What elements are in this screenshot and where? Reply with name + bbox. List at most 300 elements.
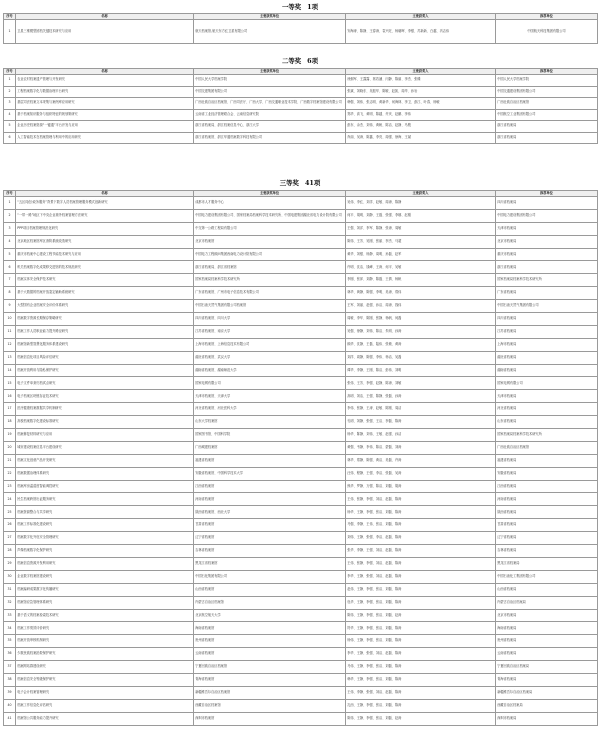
row-index: 34 — [4, 622, 16, 635]
award-units: 中国电力工程顾问集团西南电力设计院有限公司 — [194, 248, 346, 261]
award-units: 广西城建档案馆 — [194, 441, 346, 454]
award-units: 航天档案馆,航天东方红卫星有限公司 — [194, 20, 346, 44]
table-row — [4, 274, 598, 287]
award-people: 王伟、张静、李强、刘洁、赵磊、陈涛 — [346, 493, 496, 506]
row-index: 9 — [4, 300, 16, 313]
project-name: 档案工作标准化建设研究 — [16, 519, 194, 532]
recommending-unit: 国家档案局档案科学技术研究所 — [496, 429, 598, 442]
recommending-unit: 河南省档案局 — [496, 493, 598, 506]
project-name: 大型国有企业档案安全评价体系研究 — [16, 300, 194, 313]
project-name: 基于档案知识服务与组织特征的规划策研究 — [16, 109, 194, 121]
row-index: 6 — [4, 261, 16, 274]
recommending-unit: 江西省档案局 — [496, 480, 598, 493]
row-index: 5 — [4, 248, 16, 261]
table-row — [4, 557, 598, 570]
units-header: 主要获奖单位 — [194, 191, 346, 197]
recommending-unit: 中国电力建设集团有限公司 — [496, 209, 598, 222]
award-people: 刘洋、周静、陈强、李伟、杨洁、吴磊 — [346, 351, 496, 364]
award-units: 浙江省档案局、浙江省档案馆 — [194, 261, 346, 274]
award-units: 青海省档案馆 — [194, 673, 346, 686]
award-units: 浙江省档案局、浙江档案信息中心、浙江大学 — [194, 121, 346, 133]
award-units: 云南省工业经济管理联合会、云南信息研究院 — [194, 109, 346, 121]
people-header: 主要获奖人 — [346, 69, 496, 75]
award-units: 中国石化集团有限公司 — [194, 570, 346, 583]
table-row — [4, 222, 598, 235]
recommending-unit: 广东省档案局 — [496, 287, 598, 300]
award-people: 杨华、王静、李强、张洁、刘磊、陈涛 — [346, 506, 496, 519]
award-units: 国家档案局档案科学技术研究所 — [194, 274, 346, 287]
project-name: 电子文件单套归档试点研究 — [16, 377, 194, 390]
award-units: 北京航空航天大学 — [194, 609, 346, 622]
award-units: 湖南省档案馆、湖南师范大学 — [194, 364, 346, 377]
project-name: 档案编研成果数字化传播研究 — [16, 583, 194, 596]
award-people: 马伟、王静、李强、张洁、刘磊、陈涛 — [346, 661, 496, 674]
table-row — [4, 235, 598, 248]
project-name: 档案网站群建设研究 — [16, 661, 194, 674]
award-units: 江西省档案馆 — [194, 480, 346, 493]
award-units: 福建省档案馆 — [194, 454, 346, 467]
award-table-second — [3, 68, 598, 144]
award-people: 孔明、刘静、张强、王洁、李磊、陈涛 — [346, 416, 496, 429]
award-people: 刘伟、王静、张强、李洁、赵磊、陈涛 — [346, 532, 496, 545]
recommending-unit: 上海市档案局 — [496, 338, 598, 351]
section-count: 6项 — [307, 57, 318, 65]
recommending-unit: 天津市档案局 — [496, 390, 598, 403]
row-index: 39 — [4, 686, 16, 699]
row-index: 2 — [4, 209, 16, 222]
recommending-unit: 四川省档案局 — [496, 313, 598, 326]
table-row — [4, 545, 598, 558]
award-units: 内蒙古自治区档案馆 — [194, 596, 346, 609]
table-row — [4, 635, 598, 648]
table-row — [4, 209, 598, 222]
recommending-unit: 湖北省档案局 — [496, 351, 598, 364]
table-row — [4, 467, 598, 480]
award-people: 黄华、刘强、杨静、周明、孙磊、赵军 — [346, 248, 496, 261]
table-row — [4, 532, 598, 545]
project-name: 电子档案区块链存证技术研究 — [16, 390, 194, 403]
award-table-first — [3, 13, 598, 44]
project-name: 档案馆新型智慧化服务体系建设研究 — [16, 338, 194, 351]
project-name: 档案开放审核机制研究 — [16, 635, 194, 648]
project-name: 档案开放利用与隐私保护研究 — [16, 364, 194, 377]
recommender-header: 推荐单位 — [496, 69, 598, 75]
table-row — [4, 609, 598, 622]
project-name: 档案信息化项目风险评估研究 — [16, 351, 194, 364]
project-name: 少数民族档案抢救保护研究 — [16, 648, 194, 661]
award-people: 李华、王静、张强、刘洁、赵磊、陈涛 — [346, 648, 496, 661]
project-name: 北京地区档案馆库区消防系统改造研究 — [16, 235, 194, 248]
people-header: 主要获奖人 — [346, 191, 496, 197]
project-name: 重庆市档案中心建设工程节能技术研究与应用 — [16, 248, 194, 261]
table-row — [4, 390, 598, 403]
table-row — [4, 132, 598, 144]
recommending-unit: 山西省档案局 — [496, 583, 598, 596]
recommending-unit: 浙江省档案局 — [496, 132, 598, 144]
row-index: 32 — [4, 596, 16, 609]
recommending-unit: 海南省档案局 — [496, 622, 598, 635]
project-name: “五区同创·政务服务”背景下数字人员档案管理服务模式创新研究 — [16, 197, 194, 210]
award-people: 郑华、高飞、黄明、陈越、许庆、赵鹏、李伟 — [346, 109, 496, 121]
award-units: 西藏自治区档案馆 — [194, 699, 346, 712]
row-index: 41 — [4, 712, 16, 725]
award-people: 何平、胡明、刘静、王磊、张强、李娜、赵刚 — [346, 209, 496, 222]
award-people: 张伟、王芳、李强、赵静、陈涛、刘敏 — [346, 377, 496, 390]
award-people: 马强、李静、王伟、张洁、刘磊、陈涛 — [346, 519, 496, 532]
table-row — [4, 75, 598, 87]
table-row — [4, 441, 598, 454]
row-index: 11 — [4, 325, 16, 338]
project-name: 档案实体安全保护技术研究 — [16, 274, 194, 287]
award-units: 陕西省档案馆、西北大学 — [194, 506, 346, 519]
table-row — [4, 403, 598, 416]
award-units: 黑龙江省档案馆 — [194, 557, 346, 570]
recommending-unit: 广西壮族自治区档案馆 — [496, 98, 598, 110]
row-index: 18 — [4, 416, 16, 429]
recommending-unit: 贵州省档案局 — [496, 635, 598, 648]
award-people: 陈伟、王静、李强、张洁、刘磊、赵涛 — [346, 609, 496, 622]
award-people: 韩强、刘伟、张志明、黄新华、何海林、李卫、彭江、叶春、杨敏 — [346, 98, 496, 110]
project-name: 城市建设档案信息平台建设研究 — [16, 441, 194, 454]
row-index: 7 — [4, 274, 16, 287]
table-row — [4, 596, 598, 609]
award-units: 北京市档案馆 — [194, 235, 346, 248]
project-name: 企业历史档案资源“一键通”平台开发与应用 — [16, 121, 194, 133]
recommending-unit: 青海省档案局 — [496, 673, 598, 686]
project-name: 卫星三维模型团档关键技术研究与应用 — [16, 20, 194, 44]
section-title-second — [0, 57, 600, 65]
award-people: 谭华、李静、王刚、陈洁、彭伟、刘明 — [346, 364, 496, 377]
recommender-header: 推荐单位 — [496, 191, 598, 197]
section-title-label: 三等奖 — [279, 179, 299, 187]
row-index: 4 — [4, 235, 16, 248]
row-index: 13 — [4, 351, 16, 364]
row-index: 28 — [4, 545, 16, 558]
award-people: 陈伟、王芳、吴刚、张丽、李杰、马超 — [346, 235, 496, 248]
award-units: 安徽省档案馆、中国科学技术大学 — [194, 467, 346, 480]
award-people: 包华、王静、李强、张洁、刘磊、陈涛 — [346, 596, 496, 609]
row-index: 6 — [4, 132, 16, 144]
table-row — [4, 98, 598, 110]
award-units: 山东大学档案馆 — [194, 416, 346, 429]
award-people: 安海涛、陈静、王春涛、袁兴旺、杨朝晖、李强、苏新新、白越、冯志伟 — [346, 20, 496, 44]
name-header: 名称 — [16, 14, 194, 20]
award-people: 肖丽、吴涛、陈鑫、李亮、周强、徐海、王斌 — [346, 132, 496, 144]
table-row — [4, 377, 598, 390]
recommending-unit: 内蒙古自治区档案局 — [496, 596, 598, 609]
award-people: 韩华、王静、李强、张洁、刘磊、陈涛 — [346, 673, 496, 686]
award-units: 广东省档案馆、广州市电子信息技术有限公司 — [194, 287, 346, 300]
award-units: 贵州省档案馆 — [194, 635, 346, 648]
recommending-unit: 西藏自治区档案局 — [496, 699, 598, 712]
project-name: 档案工作绩效评价研究 — [16, 622, 194, 635]
award-people: 陈伟、王静、李强、张洁、刘磊、赵涛 — [346, 712, 496, 725]
project-name: 基于大数据的档案开放鉴定辅助系统研究 — [16, 287, 194, 300]
project-name: 档案资源整合与共享研究 — [16, 506, 194, 519]
award-people: 黄强、韦静、李伟、陈洁、蒙磊、刘涛 — [346, 441, 496, 454]
table-row — [4, 109, 598, 121]
table-row — [4, 506, 598, 519]
table-row — [4, 416, 598, 429]
award-units: 甘肃省档案馆 — [194, 519, 346, 532]
award-units: 河南省档案馆 — [194, 493, 346, 506]
award-people: 王伟、李静、张强、刘洁、赵磊、陈涛 — [346, 686, 496, 699]
recommending-unit: 中国石油天然气集团有限公司 — [496, 300, 598, 313]
row-index: 20 — [4, 441, 16, 454]
project-name: “一带一路”地区下中央企业境外档案管理方法研究 — [16, 209, 194, 222]
index-header: 序号 — [4, 191, 16, 197]
table-row — [4, 712, 598, 725]
row-index: 30 — [4, 570, 16, 583]
award-people: 吴强、徐静、刘伟、陈洁、朱明、孙涛 — [346, 325, 496, 338]
project-name: 档案信息资源开发利用研究 — [16, 557, 194, 570]
award-units: 江苏省档案馆、南京大学 — [194, 325, 346, 338]
project-name: 基于语义的档案检索技术研究 — [16, 609, 194, 622]
award-units: 海南省档案馆 — [194, 622, 346, 635]
recommending-unit: 北京市档案局 — [496, 609, 598, 622]
recommending-unit: 中国人民大学档案学院 — [496, 75, 598, 87]
project-name: 工程档案数字化与数据治理平台研究 — [16, 86, 194, 98]
recommending-unit: 安徽省档案局 — [496, 467, 598, 480]
row-index: 3 — [4, 222, 16, 235]
award-units: 河北省档案馆、河北医科大学 — [194, 403, 346, 416]
recommending-unit: 国家档案局档案科学技术研究所 — [496, 274, 598, 287]
award-people: 赵伟、王静、李强、张洁、刘磊、陈涛 — [346, 583, 496, 596]
project-name: 档案馆公共服务能力提升研究 — [16, 712, 194, 725]
project-name: 档案数字化外包安全管理研究 — [16, 532, 194, 545]
row-index: 4 — [4, 109, 16, 121]
recommending-unit: 黑龙江省档案局 — [496, 557, 598, 570]
recommending-unit: 广西壮族自治区档案馆 — [496, 441, 598, 454]
recommending-unit: 重庆市档案局 — [496, 248, 598, 261]
award-people: 王伟、张静、李强、刘洁、赵磊、陈涛 — [346, 557, 496, 570]
row-index: 1 — [4, 197, 16, 210]
table-row — [4, 86, 598, 98]
award-people: 高明、刘洁、王强、陈静、张磊、孙涛 — [346, 390, 496, 403]
row-index: 19 — [4, 429, 16, 442]
award-table-third — [3, 190, 598, 726]
row-index: 27 — [4, 532, 16, 545]
award-units: 山西省档案馆 — [194, 583, 346, 596]
table-row — [4, 673, 598, 686]
recommending-unit: 宁夏回族自治区档案局 — [496, 661, 598, 674]
recommending-unit: 云南省档案局 — [496, 648, 598, 661]
recommending-unit: 湖南省档案局 — [496, 364, 598, 377]
recommending-unit: 中国航空工业集团有限公司 — [496, 109, 598, 121]
row-index: 3 — [4, 98, 16, 110]
recommending-unit: 山东省档案局 — [496, 416, 598, 429]
table-row — [4, 570, 598, 583]
project-name: 人工智能技术在档案管理与利用中的应用研究 — [16, 132, 194, 144]
project-name: 档案修复材料研究与应用 — [16, 429, 194, 442]
table-row — [4, 686, 598, 699]
units-header: 主要获奖单位 — [194, 69, 346, 75]
project-name: 电子会计档案管理研究 — [16, 686, 194, 699]
table-row — [4, 325, 598, 338]
award-people: 李伟、张静、王涛、赵敏、陈刚、周洁 — [346, 403, 496, 416]
row-index: 22 — [4, 467, 16, 480]
project-name: 档案信息安全等级保护研究 — [16, 673, 194, 686]
recommending-unit: 深圳市档案局 — [496, 712, 598, 725]
recommending-unit: 中国石油化工集团有限公司 — [496, 570, 598, 583]
table-row — [4, 313, 598, 326]
award-people: 扎西、王静、李强、张洁、刘磊、陈涛 — [346, 699, 496, 712]
recommending-unit: 北京市档案局 — [496, 235, 598, 248]
project-name: 档案工作信息化评估研究 — [16, 699, 194, 712]
row-index: 23 — [4, 480, 16, 493]
table-row — [4, 493, 598, 506]
award-units: 中国电力建设集团有限公司、国家档案局档案科学技术研究所、中国电建集团湖北省电力设计院有限公司 — [194, 209, 346, 222]
award-units: 国家电网有限公司 — [194, 377, 346, 390]
award-people: 周敏、李华、陈刚、张静、杨帆、何磊 — [346, 313, 496, 326]
table-row — [4, 338, 598, 351]
row-index: 17 — [4, 403, 16, 416]
award-people: 杨华、陈静、刘伟、王敏、赵强、孙洁 — [346, 429, 496, 442]
recommending-unit: 甘肃省档案局 — [496, 519, 598, 532]
row-index: 31 — [4, 583, 16, 596]
recommending-unit: 浙江省档案局 — [496, 121, 598, 133]
award-units: 中交第一公路工程局有限公司 — [194, 222, 346, 235]
recommending-unit: 国家电网有限公司 — [496, 377, 598, 390]
project-name: 农业农村档案遗产管理与开发研究 — [16, 75, 194, 87]
project-name: 档案文化创意产品开发研究 — [16, 454, 194, 467]
row-index: 1 — [4, 75, 16, 87]
award-units: 新疆维吾尔自治区档案馆 — [194, 686, 346, 699]
award-units: 中国石油天然气集团有限公司档案馆 — [194, 300, 346, 313]
row-index: 1 — [4, 20, 16, 44]
row-index: 2 — [4, 86, 16, 98]
award-units: 中国交建集团有限公司 — [194, 86, 346, 98]
row-index: 16 — [4, 390, 16, 403]
table-row — [4, 648, 598, 661]
recommender-header: 推荐单位 — [496, 14, 598, 20]
award-units: 广西壮族自治区档案馆、广西司法厅、广西大学、广西交通职业技术学院、广西数字档案馆建设有限公司 — [194, 98, 346, 110]
award-people: 杨伟、王静、李强、张洁、刘磊、陈涛 — [346, 635, 496, 648]
award-people: 王军、刘丽、赵强、孙洁、周涛、钱伟 — [346, 300, 496, 313]
award-people: 许明、沈洁、钱峰、王涛、何平、吴敏 — [346, 261, 496, 274]
row-index: 8 — [4, 287, 16, 300]
table-row — [4, 121, 598, 133]
row-index: 10 — [4, 313, 16, 326]
row-index: 33 — [4, 609, 16, 622]
table-row — [4, 248, 598, 261]
table-row — [4, 699, 598, 712]
people-header: 主要获奖人 — [346, 14, 496, 20]
award-units: 云南省档案馆 — [194, 648, 346, 661]
row-index: 25 — [4, 506, 16, 519]
award-people: 张华、李静、王强、刘洁、赵磊、陈涛 — [346, 545, 496, 558]
table-row — [4, 197, 598, 210]
table-row — [4, 364, 598, 377]
award-units: 宁夏回族自治区档案馆 — [194, 661, 346, 674]
table-row — [4, 622, 598, 635]
award-people: 林华、郑静、陈强、黄洁、吴磊、许涛 — [346, 454, 496, 467]
table-row — [4, 429, 598, 442]
award-units: 四川省档案馆、四川大学 — [194, 313, 346, 326]
recommending-unit: 辽宁省档案局 — [496, 532, 598, 545]
section-count: 41项 — [304, 179, 321, 187]
units-header: 主要获奖单位 — [194, 14, 346, 20]
award-units: 湖北省档案馆、武汉大学 — [194, 351, 346, 364]
row-index: 5 — [4, 121, 16, 133]
table-row — [4, 261, 598, 274]
recommending-unit: 江苏省档案局 — [496, 325, 598, 338]
award-people: 符华、王静、李强、张洁、刘磊、陈涛 — [346, 622, 496, 635]
recommending-unit: 吉林省档案局 — [496, 545, 598, 558]
award-units: 吉林省档案馆 — [194, 545, 346, 558]
table-row — [4, 519, 598, 532]
recommending-unit: 新疆维吾尔自治区档案局 — [496, 686, 598, 699]
section-title-label: 二等奖 — [281, 57, 302, 65]
recommending-unit: 陕西省档案局 — [496, 506, 598, 519]
award-people: 熊华、罗静、万强、陈洁、刘磊、胡涛 — [346, 480, 496, 493]
row-index: 40 — [4, 699, 16, 712]
award-people: 李刚、张萍、刘静、陈磊、王倩、杨帆 — [346, 274, 496, 287]
row-index: 35 — [4, 635, 16, 648]
project-name: 基层司法档案文本采集与案例库应用研究 — [16, 98, 194, 110]
recommending-unit: 天津市档案局 — [496, 222, 598, 235]
table-row — [4, 661, 598, 674]
row-index: 14 — [4, 364, 16, 377]
index-header: 序号 — [4, 14, 16, 20]
name-header: 名称 — [16, 69, 194, 75]
row-index: 21 — [4, 454, 16, 467]
project-name: 档案工作人员职业能力提升路径研究 — [16, 325, 194, 338]
award-units: 浙江省档案馆、浙江华通档案数字科技有限公司 — [194, 132, 346, 144]
section-title-first — [0, 3, 600, 11]
award-people: 顾华、沈静、王磊、陆伟、张敏、黄涛 — [346, 338, 496, 351]
award-people: 汪伟、程静、王强、李洁、张磊、吴涛 — [346, 467, 496, 480]
project-name: 档案数字资源长期保存策略研究 — [16, 313, 194, 326]
project-name: 声像档案数字化保护研究 — [16, 545, 194, 558]
project-name: 高校档案数字化建设标准研究 — [16, 416, 194, 429]
section-count: 1项 — [307, 3, 318, 11]
project-name: 档案数据治理体系研究 — [16, 467, 194, 480]
award-units: 天津市档案馆、天津大学 — [194, 390, 346, 403]
table-row — [4, 20, 598, 44]
table-row — [4, 351, 598, 364]
row-index: 24 — [4, 493, 16, 506]
award-units: 国家图书馆、中国科学院 — [194, 429, 346, 442]
row-index: 29 — [4, 557, 16, 570]
section-title-label: 一等奖 — [281, 3, 302, 11]
award-people: 林华、黄静、陈强、李明、吴涛、郑伟 — [346, 287, 496, 300]
recommending-unit: 福建省档案局 — [496, 454, 598, 467]
recommending-unit: 四川省档案局 — [496, 197, 598, 210]
table-row — [4, 287, 598, 300]
table-row — [4, 454, 598, 467]
recommending-unit: 河北省档案局 — [496, 403, 598, 416]
project-name: PPP项目档案管理规范化研究 — [16, 222, 194, 235]
award-units: 成都市人才服务中心 — [194, 197, 346, 210]
award-people: 王强、刘洋、李军、陈静、张涛、周敏 — [346, 222, 496, 235]
project-name: 医疗健康档案数据共享机制研究 — [16, 403, 194, 416]
award-units: 深圳市档案馆 — [194, 712, 346, 725]
recommending-unit: 中国交通建设集团有限公司 — [496, 86, 598, 98]
project-name: 机关档案数字化成果移交进馆的技术规范研究 — [16, 261, 194, 274]
award-people: 彭东、余杰、刘伟、黄帆、陈洁、赵静、马骏 — [346, 121, 496, 133]
row-index: 12 — [4, 338, 16, 351]
row-index: 38 — [4, 673, 16, 686]
table-row — [4, 583, 598, 596]
award-people: 李华、王静、张强、刘洁、赵磊、陈涛 — [346, 570, 496, 583]
project-name: 民生档案跨馆出证服务研究 — [16, 493, 194, 506]
award-units: 中国人民大学档案学院 — [194, 75, 346, 87]
row-index: 26 — [4, 519, 16, 532]
recommending-unit: 中国航天科技集团有限公司 — [496, 20, 598, 44]
section-title-third — [0, 179, 600, 187]
project-name: 档案馆应急管理体系研究 — [16, 596, 194, 609]
